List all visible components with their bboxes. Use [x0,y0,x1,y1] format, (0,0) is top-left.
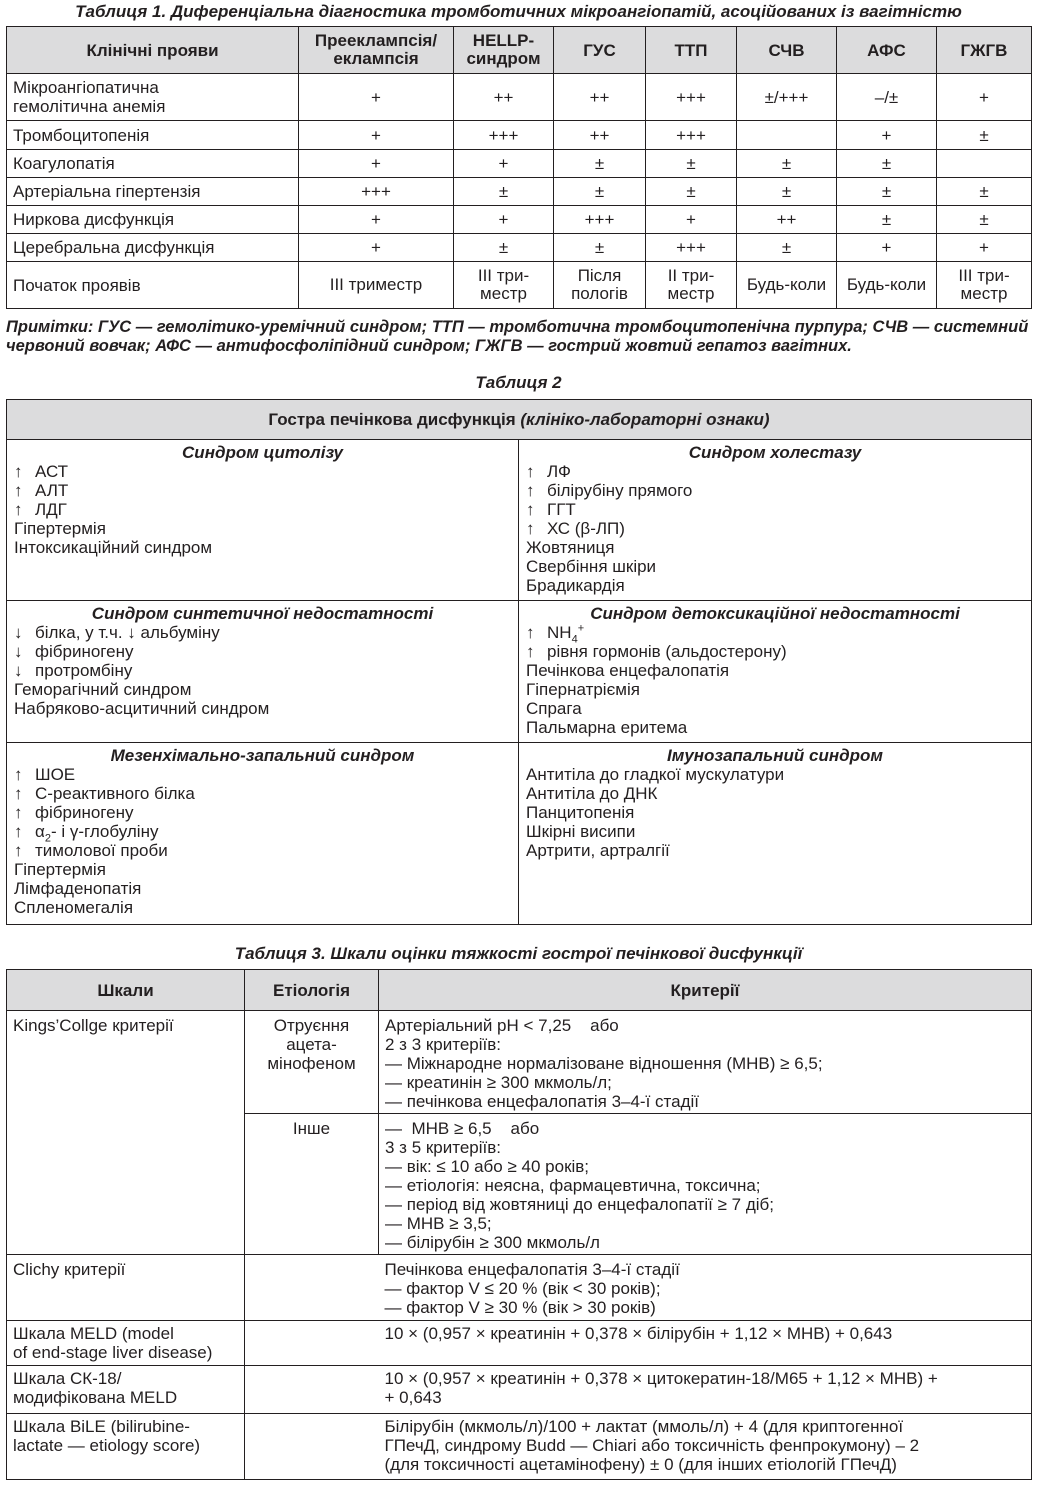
t1-header-cell: АФС [837,27,937,74]
item-text: фібриногену [35,642,134,661]
item-text: протромбіну [35,661,133,680]
table2-row [7,601,1032,743]
criteria-line: — вік: ≤ 10 або ≥ 40 років; [385,1157,590,1176]
item-text: фібриногену [35,803,134,822]
table-cell: + [454,150,554,178]
table-row [7,1011,1032,1114]
table-cell: + [299,234,454,262]
table-cell: +++ [299,178,454,206]
table-row [7,1366,1032,1414]
list-item: Печінкова енцефалопатія [526,661,730,680]
criteria-line: — фактор V ≥ 30 % (вік > 30 років) [384,1298,656,1317]
row-label: Артеріальна гіпертензія [7,178,299,206]
table-cell: ± [554,150,646,178]
table-cell: + [299,121,454,150]
t3-header-cell: Критерії [379,970,1032,1011]
criteria-line: — МНВ ≥ 6,5 або [385,1119,540,1138]
table-cell: ± [837,206,937,234]
table2-row [7,743,1032,925]
table-cell: + [837,234,937,262]
table-cell: ± [937,121,1032,150]
etiology-cell [245,1255,379,1321]
criteria-cell [379,1114,1032,1255]
detox-cell [519,601,1032,743]
t1-header-cell: ГУС [554,27,646,74]
table-row [7,1255,1032,1321]
table-cell: ± [646,178,737,206]
arrow-up-icon: ↑ [14,822,23,841]
criteria-cell: 10 × (0,957 × креатинін + 0,378 × білірубін + 1,12 × МНВ) + 0,643 [379,1321,1032,1366]
subscript: 4 [571,633,578,646]
immuno-title: Імунозапальний синдром [667,746,883,765]
list-item [526,500,1024,519]
criteria-line: — етіологія: неясна, фармацевтична, токсична; [385,1176,761,1195]
table-cell: + [299,206,454,234]
table-cell: ± [554,178,646,206]
item-text: альбуміну [140,623,220,642]
table-cell: III три- местр [454,262,554,309]
etiology-cell: Отруєння ацета- мінофеном [245,1011,379,1114]
list-item [14,784,511,803]
immuno-cell [519,743,1032,925]
criteria-cell: 10 × (0,957 × креатинін + 0,378 × цитокератин-18/М65 + 1,12 × МНВ) + + 0,643 [379,1366,1032,1414]
table-cell: ± [937,206,1032,234]
item-text: - і γ-глобуліну [50,822,159,841]
table-cell: ++ [737,206,837,234]
superscript: + [577,622,585,635]
row-label: Коагулопатія [7,150,299,178]
table-row [7,178,1032,206]
list-item: Геморагічний синдром [14,680,192,699]
arrow-up-icon: ↑ [14,803,23,822]
scale-name: Шкала BiLE (bilirubine- lactate — etiology score) [7,1414,245,1480]
arrow-up-icon: ↑ [526,500,535,519]
table-cell: –/± [837,74,937,121]
list-item: Гіпертермія [14,519,106,538]
etiology-cell: Інше [245,1114,379,1255]
criteria-line: — печінкова енцефалопатія 3–4-ї стадії [385,1092,700,1111]
list-item [14,462,511,481]
row-label: Церебральна дисфункція [7,234,299,262]
table-cell: +++ [646,74,737,121]
list-item [14,822,511,845]
row-label: Мікроангіопатична гемолітична анемія [7,74,299,121]
arrow-up-icon: ↑ [14,462,23,481]
item-text: АСТ [35,462,69,481]
list-item: Артрити, артралгії [526,841,670,860]
row-label: Початок проявів [7,262,299,309]
detox-title: Синдром детоксикаційної недостатності [590,604,960,623]
arrow-up-icon: ↑ [14,481,23,500]
list-item: Антитіла до гладкої мускулатури [526,765,785,784]
table-cell: + [299,150,454,178]
table-cell: + [646,206,737,234]
arrow-up-icon: ↑ [14,841,23,860]
table-cell: III триместр [299,262,454,309]
list-item: Антитіла до ДНК [526,784,658,803]
table-cell: +++ [646,234,737,262]
list-item: Лімфаденопатія [14,879,142,898]
criteria-line: — фактор V ≤ 20 % (вік < 30 років); [384,1279,661,1298]
table-cell: + [299,74,454,121]
table-cell: ++ [554,74,646,121]
list-item: Гіпернатріємія [526,680,640,699]
item-text: АЛТ [35,481,69,500]
table-cell: ++ [554,121,646,150]
table3-header-row [7,970,1032,1011]
list-item [526,519,1024,538]
table2-caption: Таблиця 2 [475,373,562,392]
row-label: Ниркова дисфункція [7,206,299,234]
table-cell: Будь-коли [837,262,937,309]
table-row [7,262,1032,309]
table-cell: ± [937,178,1032,206]
table-cell: III три- местр [937,262,1032,309]
t1-header-cell: Прееклампсія/ еклампсія [299,27,454,74]
table1-header-row [7,27,1032,74]
item-text: рівня гормонів (альдостерону) [547,642,787,661]
criteria-line: 2 з 3 критеріїв: [385,1035,502,1054]
table-cell: +++ [646,121,737,150]
list-item: Гіпертермія [14,860,106,879]
table2-header-main: Гостра печінкова дисфункція [268,410,521,429]
item-text: NH [547,623,572,642]
list-item [526,622,1024,646]
item-text: білка, у т.ч. [35,623,128,642]
synthetic-title: Синдром синтетичної недостатності [91,604,434,623]
subscript: 2 [44,832,51,845]
table-cell: + [937,74,1032,121]
table-cell: Після пологів [554,262,646,309]
item-text: α [35,822,45,841]
arrow-up-icon: ↑ [526,481,535,500]
etiology-cell [245,1321,379,1366]
item-text: ГГТ [547,500,576,519]
table-cell: ++ [454,74,554,121]
scale-name: Clichy критерії [7,1255,245,1321]
table2-header [7,400,1032,440]
arrow-up-icon: ↑ [526,623,535,642]
table-cell: ± [454,178,554,206]
table-row [7,74,1032,121]
item-text: ШОЕ [35,765,76,784]
criteria-line: — креатинін ≥ 300 мкмоль/л; [385,1073,612,1092]
mesenchymal-cell [7,743,519,925]
cytolysis-cell [7,440,519,601]
arrow-up-icon: ↑ [14,500,23,519]
table1-note: Примітки: ГУС — гемолітико-уремічний синдром; ТТП — тромботична тромбоцитопенічна пурпура; СЧВ — системний червоний вовчак; АФС — антифосфоліпідний синдром; ГЖГВ — гострий жовтий гепатоз вагітних. [6,318,1029,355]
criteria-line: — білірубін ≥ 300 мкмоль/л [385,1233,600,1252]
mesenchymal-title: Мезенхімально-запальний синдром [110,746,415,765]
t1-header-cell: ТТП [646,27,737,74]
arrow-up-icon: ↑ [526,642,535,661]
cholestasis-cell [519,440,1032,601]
table2 [6,399,1032,925]
table-cell: + [454,206,554,234]
table3-caption: Таблиця 3. Шкали оцінки тяжкості гострої печінкової дисфункції [234,944,803,963]
list-item [14,623,511,642]
table-cell: ± [646,150,737,178]
arrow-down-icon: ↓ [14,623,23,642]
criteria-line: — МНВ ≥ 3,5; [385,1214,492,1233]
table-row [7,1414,1032,1480]
list-item: Набряково-асцитичний синдром [14,699,270,718]
table-cell: +++ [454,121,554,150]
arrow-down-icon: ↓ [127,623,136,642]
list-item: Жовтяниця [526,538,615,557]
list-item [14,765,511,784]
table-cell: ±/+++ [737,74,837,121]
item-text: ХС (β-ЛП) [547,519,625,538]
list-item [526,481,1024,500]
table-row [7,150,1032,178]
criteria-line: — Міжнародне нормалізоване відношення (МНВ) ≥ 6,5; [385,1054,823,1073]
criteria-line: 3 з 5 критеріїв: [385,1138,502,1157]
criteria-cell [379,1011,1032,1114]
item-text: ЛДГ [35,500,67,519]
table3 [6,969,1032,1480]
table-cell: Будь-коли [737,262,837,309]
item-text: тимолової проби [35,841,168,860]
cholestasis-title: Синдром холестазу [688,443,862,462]
table-row [7,234,1032,262]
table-cell: + [837,121,937,150]
table-cell [737,121,837,150]
table1 [6,26,1032,309]
cytolysis-title: Синдром цитолізу [182,443,343,462]
list-item [14,642,511,661]
list-item [526,642,1024,661]
scale-name: Kings’Collge критерії [7,1011,245,1255]
criteria-cell [379,1255,1032,1321]
list-item [14,500,511,519]
table-cell: ± [837,178,937,206]
t1-header-cell: Клінічні прояви [7,27,299,74]
list-item: Шкірні висипи [526,822,636,841]
table-cell: ± [737,150,837,178]
arrow-down-icon: ↓ [14,661,23,680]
table-cell: ± [737,178,837,206]
table-cell: ± [454,234,554,262]
arrow-up-icon: ↑ [526,462,535,481]
list-item: Свербіння шкіри [526,557,657,576]
table-row [7,121,1032,150]
etiology-cell [245,1414,379,1480]
t1-header-cell: HELLP- синдром [454,27,554,74]
list-item: Брадикардія [526,576,625,595]
table-cell: II три- местр [646,262,737,309]
table-cell: + [937,234,1032,262]
list-item: Пальмарна еритема [526,718,688,737]
t3-header-cell: Етіологія [245,970,379,1011]
list-item [14,481,511,500]
table2-row [7,440,1032,601]
list-item: Спрага [526,699,582,718]
list-item [14,661,511,680]
item-text: ЛФ [547,462,571,481]
table2-header-row [7,400,1032,440]
table-cell: ± [737,234,837,262]
t1-header-cell: СЧВ [737,27,837,74]
criteria-cell: Білірубін (мкмоль/л)/100 + лактат (ммоль/л) + 4 (для криптогенної ГПечД, синдрому Budd — Chiari або токсичність фенпрокумону) – 2 (для токсичності ацетамінофену) ± 0 (для інших етіологій ГПечД) [379,1414,1032,1480]
table1-caption: Таблиця 1. Диференціальна діагностика тромботичних мікроангіопатій, асоційованих із вагітністю [75,2,962,21]
arrow-up-icon: ↑ [14,765,23,784]
arrow-up-icon: ↑ [14,784,23,803]
arrow-up-icon: ↑ [526,519,535,538]
table2-header-italic: (клініко-лабораторні ознаки) [520,410,770,429]
list-item [14,841,511,860]
list-item [526,462,1024,481]
table-row [7,206,1032,234]
criteria-line: Артеріальний рН < 7,25 або [385,1016,619,1035]
t1-header-cell: ГЖГВ [937,27,1032,74]
etiology-cell [245,1366,379,1414]
row-label: Тромбоцитопенія [7,121,299,150]
scale-name: Шкала MELD (model of end-stage liver disease) [7,1321,245,1366]
item-text: С-реактивного білка [35,784,195,803]
list-item [14,803,511,822]
table-cell: ± [837,150,937,178]
criteria-line: — період від жовтяниці до енцефалопатії ≥ 7 діб; [385,1195,775,1214]
table-cell [937,150,1032,178]
list-item: Спленомегалія [14,898,134,917]
synthetic-cell [7,601,519,743]
table-cell: ± [554,234,646,262]
item-text: білірубіну прямого [547,481,693,500]
t3-header-cell: Шкали [7,970,245,1011]
arrow-down-icon: ↓ [14,642,23,661]
criteria-line: Печінкова енцефалопатія 3–4-ї стадії [384,1260,680,1279]
table-cell: +++ [554,206,646,234]
scale-name: Шкала СК-18/ модифікована MELD [7,1366,245,1414]
list-item: Інтоксикаційний синдром [14,538,213,557]
list-item: Панцитопенія [526,803,635,822]
table-row [7,1321,1032,1366]
